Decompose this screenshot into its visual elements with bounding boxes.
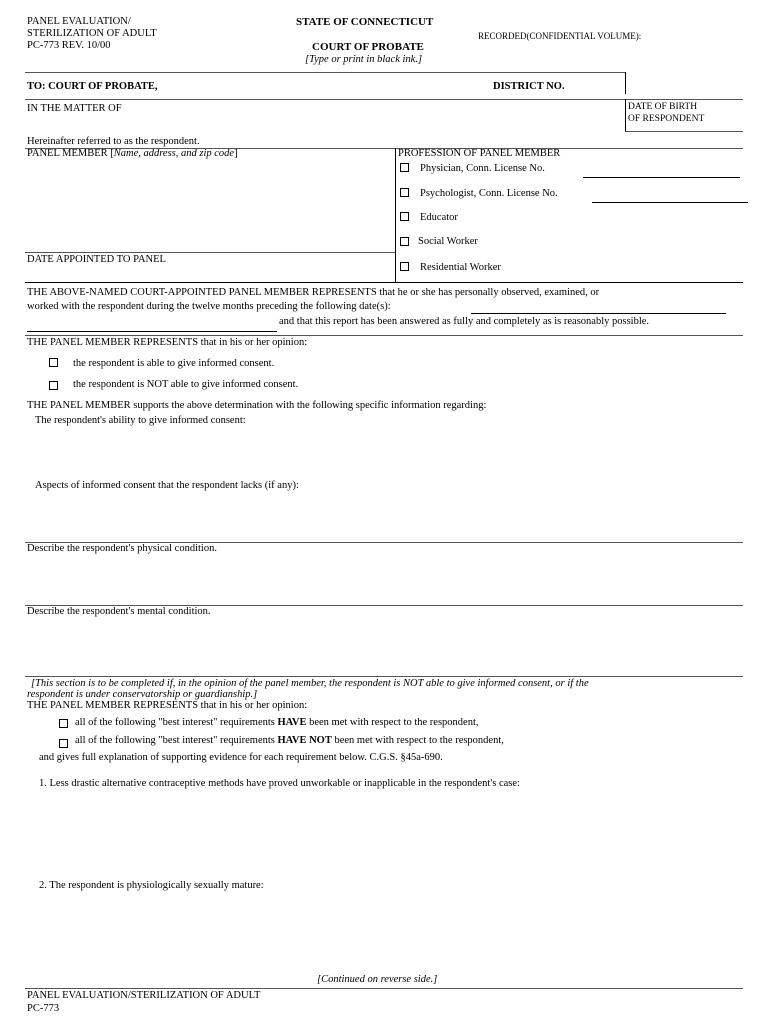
physician-checkbox[interactable] <box>400 163 409 172</box>
panel-member-label: PANEL MEMBER [Name, address, and zip code] <box>27 148 238 159</box>
requirement-1: 1. Less drastic alternative contraceptive methods have proved unworkable or inapplicable in the respondent's case: <box>39 778 520 789</box>
state-title: STATE OF CONNECTICUT <box>296 16 434 28</box>
ink-instruction: [Type or print in black ink.] <box>305 54 423 65</box>
residential-worker-label: Residential Worker <box>420 262 501 273</box>
not-able-consent-label: the respondent is NOT able to give informed consent. <box>73 379 299 390</box>
physician-label: Physician, Conn. License No. <box>420 163 545 174</box>
form-number: PC-773 REV. 10/00 <box>27 40 111 51</box>
best-interest-note-1: [This section is to be completed if, in the opinion of the panel member, the respondent is NOT able to give informed consent, or if the <box>31 678 589 689</box>
matter-label: IN THE MATTER OF <box>27 103 122 114</box>
profession-label: PROFESSION OF PANEL MEMBER <box>398 148 561 159</box>
mental-condition-label: Describe the respondent's mental condition. <box>27 606 211 617</box>
statement-line-2: worked with the respondent during the twelve months preceding the following date(s): <box>27 301 391 312</box>
able-consent-label: the respondent is able to give informed consent. <box>73 358 275 369</box>
dob-label-2: OF RESPONDENT <box>628 114 705 124</box>
able-consent-checkbox[interactable] <box>49 358 58 367</box>
social-worker-label: Social Worker <box>418 236 478 247</box>
physical-condition-label: Describe the respondent's physical condition. <box>27 543 217 554</box>
supports-text: THE PANEL MEMBER supports the above determination with the following specific information regarding: <box>27 400 487 411</box>
psychologist-license-field[interactable] <box>592 202 748 203</box>
best-interest-note-2: respondent is under conservatorship or guardianship.] <box>27 689 258 700</box>
continued-note: [Continued on reverse side.] <box>317 974 438 985</box>
form-name-line-1: PANEL EVALUATION/ <box>27 16 131 27</box>
have-not-met-checkbox[interactable] <box>59 739 68 748</box>
have-met-label: all of the following "best interest" requirements HAVE been met with respect to the respondent, <box>75 717 479 728</box>
statement-line-1: THE ABOVE-NAMED COURT-APPOINTED PANEL MEMBER REPRESENTS that he or she has personally observed, examined, or <box>27 287 600 298</box>
dates-field-continued[interactable] <box>27 331 277 332</box>
aspects-label: Aspects of informed consent that the respondent lacks (if any): <box>35 480 299 491</box>
form-name-line-2: STERILIZATION OF ADULT <box>27 28 157 39</box>
district-label: DISTRICT NO. <box>493 81 565 92</box>
statement-line-3: and that this report has been answered as fully and completely as is reasonably possible. <box>279 316 650 327</box>
have-met-checkbox[interactable] <box>59 719 68 728</box>
physician-license-field[interactable] <box>583 177 740 178</box>
court-title: COURT OF PROBATE <box>312 41 424 53</box>
footer-form-name: PANEL EVALUATION/STERILIZATION OF ADULT <box>27 990 261 1001</box>
recorded-label: RECORDED(CONFIDENTIAL VOLUME): <box>478 31 642 41</box>
educator-checkbox[interactable] <box>400 212 409 221</box>
residential-worker-checkbox[interactable] <box>400 262 409 271</box>
not-able-consent-checkbox[interactable] <box>49 381 58 390</box>
requirement-2: 2. The respondent is physiologically sexually mature: <box>39 880 264 891</box>
psychologist-checkbox[interactable] <box>400 188 409 197</box>
hereinafter-text: Hereinafter referred to as the respondent. <box>27 136 200 147</box>
educator-label: Educator <box>420 212 458 223</box>
dates-field[interactable] <box>471 313 726 314</box>
ability-label: The respondent's ability to give informed consent: <box>35 415 246 426</box>
date-appointed-label: DATE APPOINTED TO PANEL <box>27 254 166 265</box>
psychologist-label: Psychologist, Conn. License No. <box>420 188 558 199</box>
to-court-label: TO: COURT OF PROBATE, <box>27 81 158 92</box>
social-worker-checkbox[interactable] <box>400 237 409 246</box>
consent-heading: THE PANEL MEMBER REPRESENTS that in his or her opinion: <box>27 337 308 348</box>
have-not-met-label: all of the following "best interest" requirements HAVE NOT been met with respect to the respondent, <box>75 735 504 746</box>
header-divider <box>25 72 625 73</box>
dob-label-1: DATE OF BIRTH <box>628 102 698 112</box>
best-interest-heading: THE PANEL MEMBER REPRESENTS that in his or her opinion: <box>27 700 308 711</box>
footer-form-number: PC-773 <box>27 1003 60 1014</box>
explanation-text: and gives full explanation of supporting evidence for each requirement below. C.G.S. §45a-690. <box>39 752 443 763</box>
